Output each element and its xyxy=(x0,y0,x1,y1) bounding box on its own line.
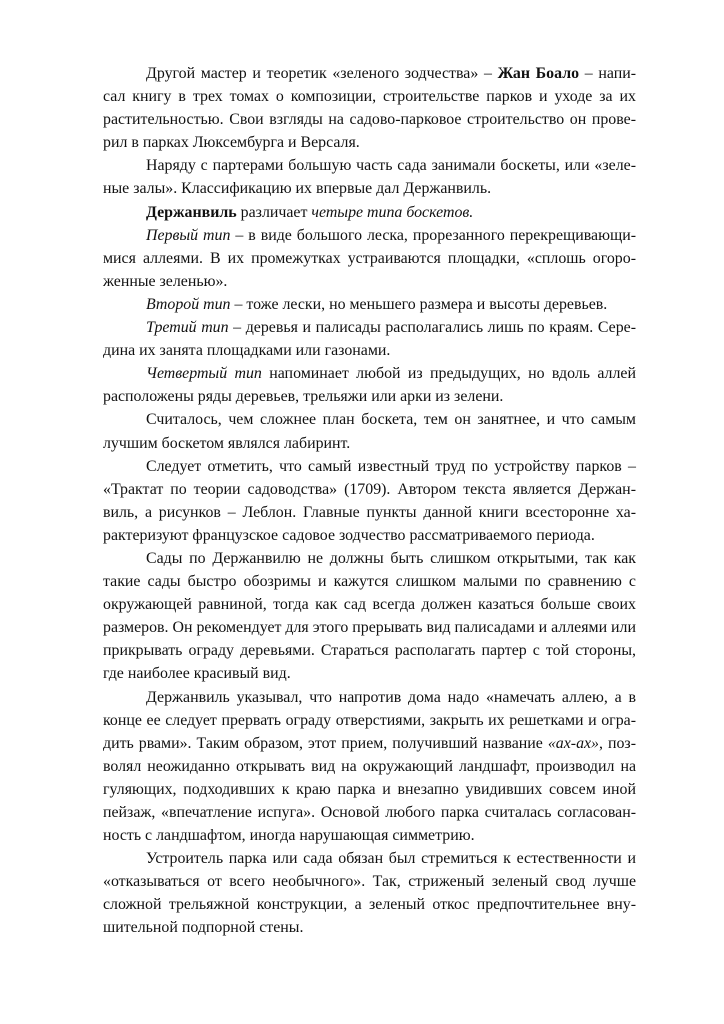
text-run: Устроитель парка или сада обязан был стремиться к естественности и «отказываться от всего необычного». Так, стриженый зеленый свод лучше сложной трельяжной конструкции, а зеленый откос предпочтительнее внушительной подпорной стены. xyxy=(103,850,636,937)
text-run: – деревья и палисады располагались лишь по краям. Середина их занята площадками или газонами. xyxy=(103,319,637,360)
paragraph xyxy=(103,293,636,316)
text-run: Держанвиль указывал, что напротив дома надо «намечать аллею, а в конце ее следует прервать ограду отверстиями, закрыть их решетками и оградить рвами». Таким образом, этот прием, получивший название xyxy=(103,688,636,752)
document-body xyxy=(103,62,636,940)
italic-text: Первый тип xyxy=(146,226,231,244)
paragraph xyxy=(103,62,636,154)
paragraph xyxy=(103,408,636,454)
italic-text: «ах-ах» xyxy=(547,734,600,752)
bold-text: Держанвиль xyxy=(146,203,237,221)
paragraph xyxy=(103,362,636,408)
text-run: напоминает любой из предыдущих, но вдоль аллей расположены ряды деревьев, трельяжи или арки из зелени. xyxy=(103,365,636,406)
paragraph xyxy=(103,201,636,224)
text-run: – в виде большого леска, прорезанного перекрещивающимися аллеями. В их промежутках устраиваются площадки, «сплошь огороженные зеленью». xyxy=(103,226,637,290)
text-run: Другой мастер и теоретик «зеленого зодчества» – xyxy=(146,65,498,82)
paragraph xyxy=(103,455,636,547)
text-run: Наряду с партерами большую часть сада занимали боскеты, или «зеленые залы». Классификацию их впервые дал Держанвиль. xyxy=(103,157,636,198)
text-run: – тоже лески, но меньшего размера и высоты деревьев. xyxy=(230,295,608,313)
italic-text: Второй тип xyxy=(146,295,231,313)
paragraph xyxy=(103,154,636,200)
paragraph xyxy=(103,686,636,848)
italic-text: четыре типа боскетов. xyxy=(311,203,474,221)
paragraph xyxy=(103,847,636,939)
text-run: Следует отметить, что самый известный труд по устройству парков – «Трактат по теории садоводства» (1709). Автором текста является Держанвиль, а рисунков – Леблон. Главные пункты данной книги всесторонне характеризуют французское садовое зодчество рассматриваемого периода. xyxy=(103,457,636,544)
text-run: Считалось, чем сложнее план боскета, тем он занятнее, и что самым лучшим боскетом являлся лабиринт. xyxy=(103,411,636,452)
paragraph xyxy=(103,224,636,293)
italic-text: Четвертый тип xyxy=(146,365,262,383)
text-run: – написал книгу в трех томах о композиции, строительстве парков и уходе за их растительностью. Свои взгляды на садово-парковое строительство он проверил в парках Люксембурга и Версаля. xyxy=(103,65,636,152)
text-run: , позволял неожиданно открывать вид на окружающий ландшафт, производил на гуляющих, подходивших к краю парка и внезапно увидивших совсем иной пейзаж, «впечатление испуга». Основой любого парка считалась согласованность с ландшафтом, иногда нарушающая симметрию. xyxy=(103,734,636,845)
italic-text: Третий тип xyxy=(146,319,229,337)
text-run: Сады по Держанвилю не должны быть слишком открытыми, так как такие сады быстро обозримы и кажутся слишком малыми по сравнению с окружающей равниной, тогда как сад всегда должен казаться больше своих размеров. Он рекомендует для этого прерывать вид палисадами и аллеями или прикрывать ограду деревьями. Стараться располагать партер с той стороны, где наиболее красивый вид. xyxy=(103,549,636,683)
paragraph xyxy=(103,316,636,362)
bold-text: Жан Боало xyxy=(497,65,580,82)
paragraph xyxy=(103,547,636,686)
text-run: различает xyxy=(236,203,312,221)
